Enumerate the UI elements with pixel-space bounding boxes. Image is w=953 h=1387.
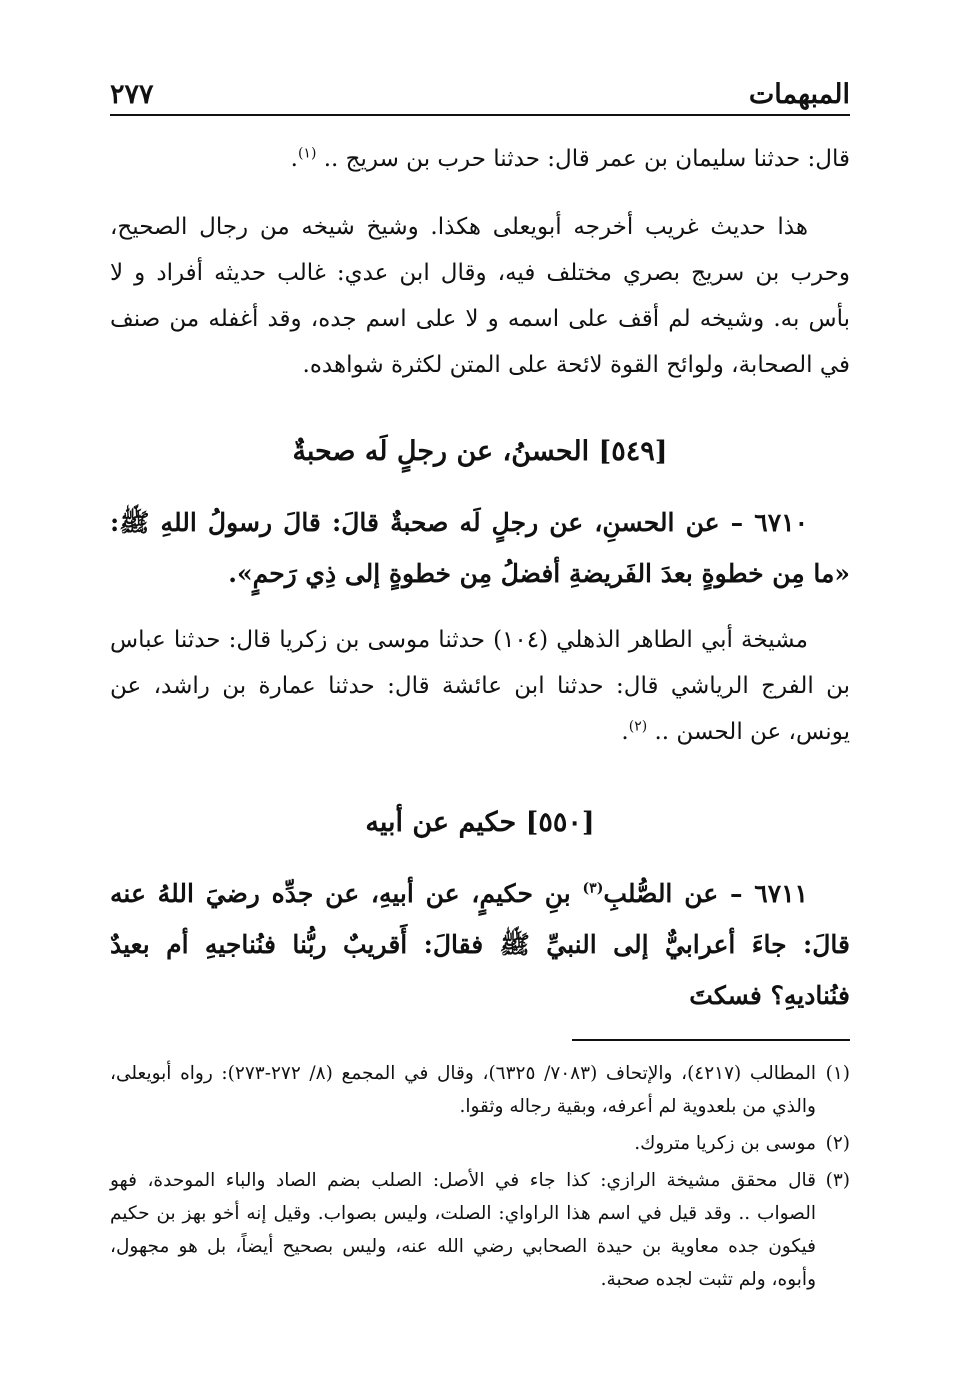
- footnotes: [110, 1057, 850, 1296]
- paragraph-commentary: هذا حديث غريب أخرجه أبويعلى هكذا. وشيخ شيخه من رجال الصحيح، وحرب بن سريج بصري مختلف فيه، وقال ابن عدي: غالب حديثه أفراد و لا بأس به. وشيخه لم أقف على اسمه و لا على اسم جده، وقد أغفله من صنف في الصحابة، ولوائح القوة لائحة على المتن لكثرة شواهده.: [110, 214, 850, 378]
- paragraph-isnad-2: مشيخة أبي الطاهر الذهلي (١٠٤) حدثنا موسى بن زكريا قال: حدثنا عباس بن الفرج الرياشي قال: حدثنا ابن عائشة قال: حدثنا عمارة بن راشد، عن يونس، عن الحسن .. $^{(٢)}$.: [110, 627, 850, 745]
- page-header: [110, 70, 850, 110]
- footnote-ref-2[interactable]: (٢): [628, 718, 648, 735]
- section-heading-549: [٥٤٩] الحسنُ، عن رجلٍ لَه صحبةٌ: [292, 436, 668, 467]
- footnote-number: (٣): [825, 1170, 850, 1191]
- footnote-2: [110, 1127, 850, 1160]
- paragraph-isnad-1: قال: حدثنا سليمان بن عمر قال: حدثنا حرب بن سريج .. $^{(١)}$.: [290, 145, 850, 172]
- footnote-number: (٢): [825, 1133, 850, 1154]
- section-heading-550: [٥٥٠] حكيم عن أبيه: [365, 807, 595, 838]
- hadith-6711: ٦٧١١ – عن الصُّلبِ$^{(٣)}$ بنِ حكيمٍ، عن أبيهِ، عن جدِّه رضيَ اللهُ عنه قالَ: جاءَ أعرابيٌّ إلى النبيِّ ﷺ فقالَ: أَقريبٌ ربُّنا فنُناجيهِ أم بعيدٌ فنُناديهِ؟ فسكتَ: [110, 879, 850, 1010]
- footnote-1: [110, 1057, 850, 1123]
- header-rule: [110, 114, 850, 116]
- footnote-3: [110, 1164, 850, 1296]
- page-number: ٢٧٧: [110, 79, 154, 110]
- footnote-text: المطالب (٤٢١٧)، والإتحاف (٧٠٨٣/ ٦٣٢٥)، وقال في المجمع (٨/ ٢٧٢-٢٧٣): رواه أبويعلى، والذي من بلعدوية لم أعرفه، وبقية رجاله وثقوا.: [110, 1063, 816, 1117]
- book-page: [110, 70, 850, 1300]
- footnote-ref-3[interactable]: (٣): [582, 880, 604, 897]
- footnote-separator: [572, 1039, 850, 1041]
- footnote-text: موسى بن زكريا متروك.: [634, 1133, 816, 1154]
- running-title: المبهمات: [748, 79, 850, 110]
- footnote-number: (١): [825, 1063, 850, 1084]
- footnote-ref-1[interactable]: (١): [297, 145, 317, 162]
- hadith-6710: ٦٧١٠ – عن الحسنِ، عن رجلٍ لَه صحبةٌ قالَ: قالَ رسولُ اللهِ ﷺ: «ما مِن خطوةٍ بعدَ الفَريضةِ أفضلُ مِن خطوةٍ إلى ذِي رَحمٍ».: [110, 508, 850, 588]
- footnote-text: قال محقق مشيخة الرازي: كذا جاء في الأصل: الصلب بضم الصاد والباء الموحدة، فهو الصواب .. وقد قيل في اسم هذا الراواي: الصلت، وليس بصواب. وقيل إنه أخو بهز بن حكيم فيكون جده معاوية بن حيدة الصحابي رضي الله عنه، وليس بصحيح أيضاً، بل هو مجهول، وأبوه، ولم تثبت لجده صحبة.: [110, 1170, 816, 1290]
